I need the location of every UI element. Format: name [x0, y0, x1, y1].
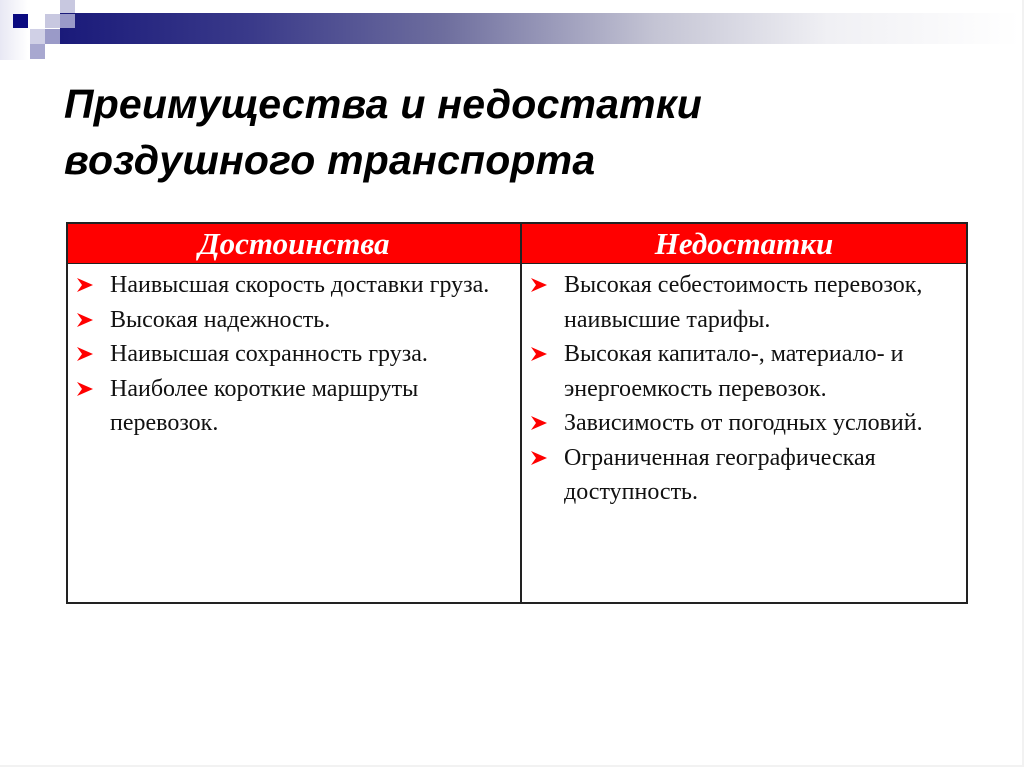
title-line-2: воздушного транспорта [64, 137, 596, 183]
advantage-text: Высокая надежность. [110, 306, 331, 333]
advantages-list [68, 268, 520, 441]
disadvantages-list [522, 268, 966, 510]
list-item [68, 303, 520, 338]
disadvantage-text: Ограниченная географическая доступность. [564, 444, 876, 505]
disadvantages-cell [522, 264, 966, 602]
list-item [522, 441, 966, 510]
disadvantage-text: Высокая капитало-, материало- и энергоемкость перевозок. [564, 341, 904, 402]
red-arrowhead-icon [77, 347, 93, 361]
red-arrowhead-icon [531, 278, 547, 292]
list-item [522, 268, 966, 337]
title-line-1: Преимущества и недостатки [64, 81, 703, 127]
decor-square [45, 14, 60, 28]
red-arrowhead-icon [531, 347, 547, 361]
red-arrowhead-icon [531, 416, 547, 430]
red-arrowhead-icon [77, 382, 93, 396]
header-gradient-bar [60, 13, 1020, 44]
decor-square [30, 44, 45, 59]
list-item [68, 337, 520, 372]
decor-square [45, 29, 60, 44]
list-item [522, 406, 966, 441]
decor-square [30, 29, 45, 44]
decor-square [13, 14, 28, 28]
red-arrowhead-icon [531, 451, 547, 465]
list-item [68, 372, 520, 441]
list-item [68, 268, 520, 303]
comparison-table [66, 222, 968, 604]
decor-square [0, 0, 28, 60]
red-arrowhead-icon [77, 278, 93, 292]
advantage-text: Наивысшая скорость доставки груза. [110, 272, 490, 298]
advantages-cell [68, 264, 522, 602]
advantage-text: Наивысшая сохранность груза. [110, 341, 428, 367]
red-arrowhead-icon [77, 313, 93, 327]
advantage-text: Наиболее короткие маршруты перевозок. [110, 375, 419, 436]
header-disadvantages: Недостатки [522, 224, 966, 264]
disadvantage-text: Зависимость от погодных условий. [564, 410, 923, 436]
decor-square [60, 0, 75, 14]
decor-square [60, 14, 75, 28]
slide-title [64, 76, 864, 188]
disadvantage-text: Высокая себестоимость перевозок, наивысшие тарифы. [564, 272, 923, 333]
list-item [522, 337, 966, 406]
header-advantages: Достоинства [68, 224, 522, 264]
